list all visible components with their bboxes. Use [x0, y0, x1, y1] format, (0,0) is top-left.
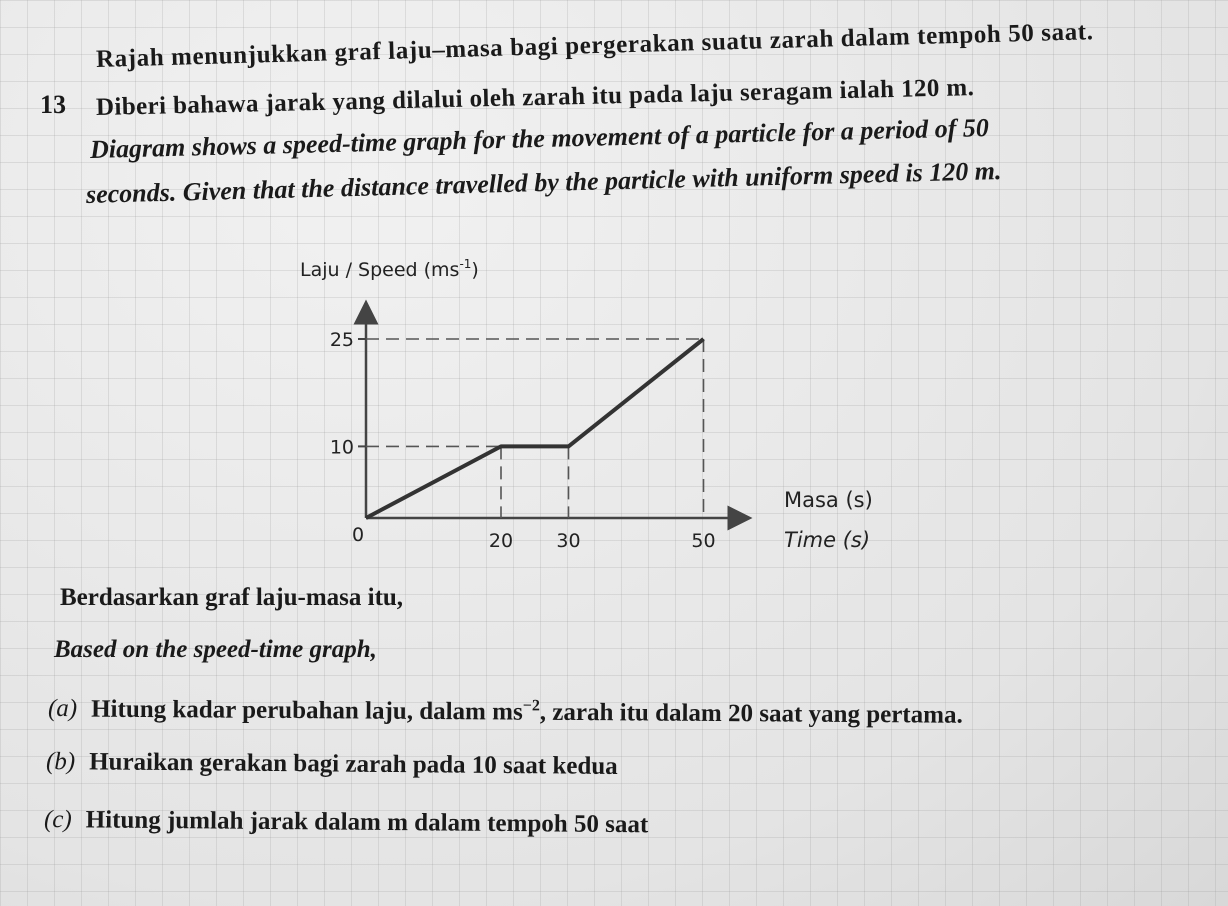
y-tick-label-25: 25 [329, 329, 354, 351]
based-on-english: Based on the speed-time graph, [54, 636, 377, 663]
part-a-text-2: , zarah itu dalam 20 saat yang pertama. [539, 698, 963, 729]
question-malay-line-1: Rajah menunjukkan graf laju–masa bagi pergerakan suatu zarah dalam tempoh 50 saat. [95, 18, 1094, 73]
question-malay-line-2: Diberi bahawa jarak yang dilalui oleh zarah itu pada laju seragam ialah 120 m. [95, 74, 975, 121]
part-c-text: Hitung jumlah jarak dalam m dalam tempoh 50 saat [85, 806, 649, 839]
part-b-label: (b) [45, 748, 76, 776]
x-tick-label-30: 30 [556, 530, 581, 552]
x-axis-label-english: Time (s) [784, 528, 871, 552]
speed-line [366, 339, 704, 518]
y-axis-label: Laju / Speed $(ms^{-1})$ [300, 257, 479, 281]
part-c [44, 806, 649, 839]
x-tick-label-50: 50 [691, 530, 716, 552]
question-english-line-2: seconds. Given that the distance travelled by the particle with uniform speed is 120 m. [85, 156, 1002, 209]
part-a-label: (a) [47, 695, 78, 723]
x-axis-label-malay: Masa (s) [784, 488, 873, 512]
part-a-unit-exponent: −2 [522, 697, 540, 715]
y-tick-label-10: 10 [329, 436, 354, 459]
part-c-label: (c) [43, 806, 72, 834]
part-b [46, 748, 618, 781]
x-tick-label-20: 20 [488, 530, 514, 552]
part-a-text-1: Hitung kadar perubahan laju, dalam ms [91, 695, 523, 726]
question-number: 13 [40, 90, 66, 119]
question-english-line-1: Diagram shows a speed-time graph for the movement of a particle for a period of 50 [89, 113, 990, 164]
part-b-text: Huraikan gerakan bagi zarah pada 10 saat kedua [89, 748, 618, 780]
based-on-malay: Berdasarkan graf laju-masa itu, [60, 584, 404, 611]
origin-label: 0 [352, 524, 365, 546]
